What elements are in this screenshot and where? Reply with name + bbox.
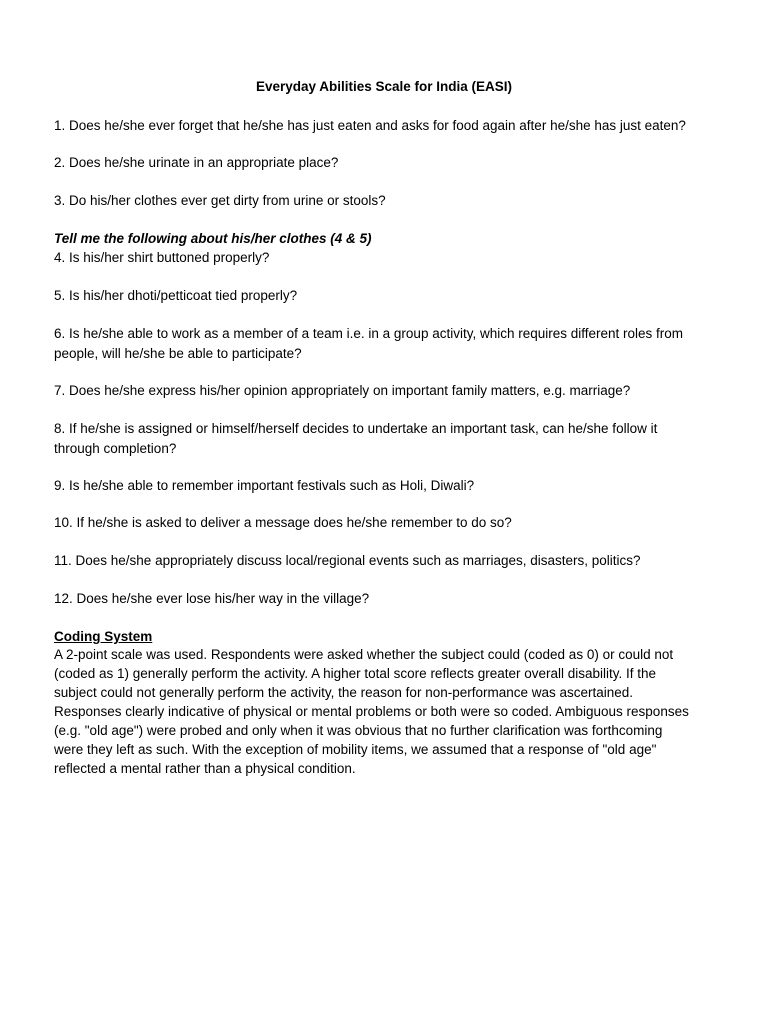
question-6-line-2: people, will he/she be able to participate? xyxy=(54,345,302,361)
question-12-line-1: 12. Does he/she ever lose his/her way in the village? xyxy=(54,591,370,606)
question-9 xyxy=(54,476,714,496)
question-2 xyxy=(54,153,714,173)
question-1-line-1: 1. Does he/she ever forget that he/she has just eaten and asks for food again after he/she has just eaten? xyxy=(54,118,686,133)
coding-line-3: subject could not generally perform the activity, the reason for non-performance was ascertained. xyxy=(54,685,634,700)
question-8 xyxy=(54,419,714,458)
question-1 xyxy=(54,116,714,136)
question-3 xyxy=(54,191,714,211)
coding-system-paragraph xyxy=(54,645,714,778)
question-12 xyxy=(54,589,714,609)
question-11-line-1: 11. Does he/she appropriately discuss local/regional events such as marriages, disasters, politics? xyxy=(54,553,641,568)
question-6-line-1: 6. Is he/she able to work as a member of a team i.e. in a group activity, which requires different roles from xyxy=(54,326,684,341)
page-title: Everyday Abilities Scale for India (EASI) xyxy=(255,79,513,94)
question-4-line-1: 4. Is his/her shirt buttoned properly? xyxy=(54,250,270,265)
question-8-line-2: through completion? xyxy=(54,440,177,456)
question-5 xyxy=(54,286,714,306)
question-7-line-1: 7. Does he/she express his/her opinion appropriately on important family matters, e.g. marriage? xyxy=(54,383,631,398)
question-11 xyxy=(54,551,714,571)
question-10-line-1: 10. If he/she is asked to deliver a message does he/she remember to do so? xyxy=(54,515,512,530)
question-3-line-1: 3. Do his/her clothes ever get dirty from urine or stools? xyxy=(54,193,386,208)
clothes-subheading: Tell me the following about his/her clothes (4 & 5) xyxy=(54,231,372,246)
question-6 xyxy=(54,324,714,363)
coding-line-5: (e.g. "old age") were probed and only when it was obvious that no further clarification was forthcoming xyxy=(54,723,663,738)
question-5-line-1: 5. Is his/her dhoti/petticoat tied properly? xyxy=(54,288,298,303)
question-4 xyxy=(54,248,714,268)
question-8-line-1: 8. If he/she is assigned or himself/herself decides to undertake an important task, can he/she follow it xyxy=(54,421,658,436)
coding-line-4: Responses clearly indicative of physical or mental problems or both were so coded. Ambiguous responses xyxy=(54,704,689,719)
coding-line-2: (coded as 1) generally perform the activity. A higher total score reflects greater overall disability. If the xyxy=(54,666,657,681)
question-9-line-1: 9. Is he/she able to remember important festivals such as Holi, Diwali? xyxy=(54,478,475,493)
coding-line-7: reflected a mental rather than a physical condition. xyxy=(54,761,356,776)
coding-line-1: A 2-point scale was used. Respondents were asked whether the subject could (coded as 0) or could not xyxy=(54,647,674,662)
coding-line-6: were they left as such. With the exception of mobility items, we assumed that a response of "old age" xyxy=(54,742,657,757)
question-7 xyxy=(54,381,714,401)
question-10 xyxy=(54,513,714,533)
coding-system-heading: Coding System xyxy=(54,629,153,644)
question-2-line-1: 2. Does he/she urinate in an appropriate place? xyxy=(54,155,339,170)
